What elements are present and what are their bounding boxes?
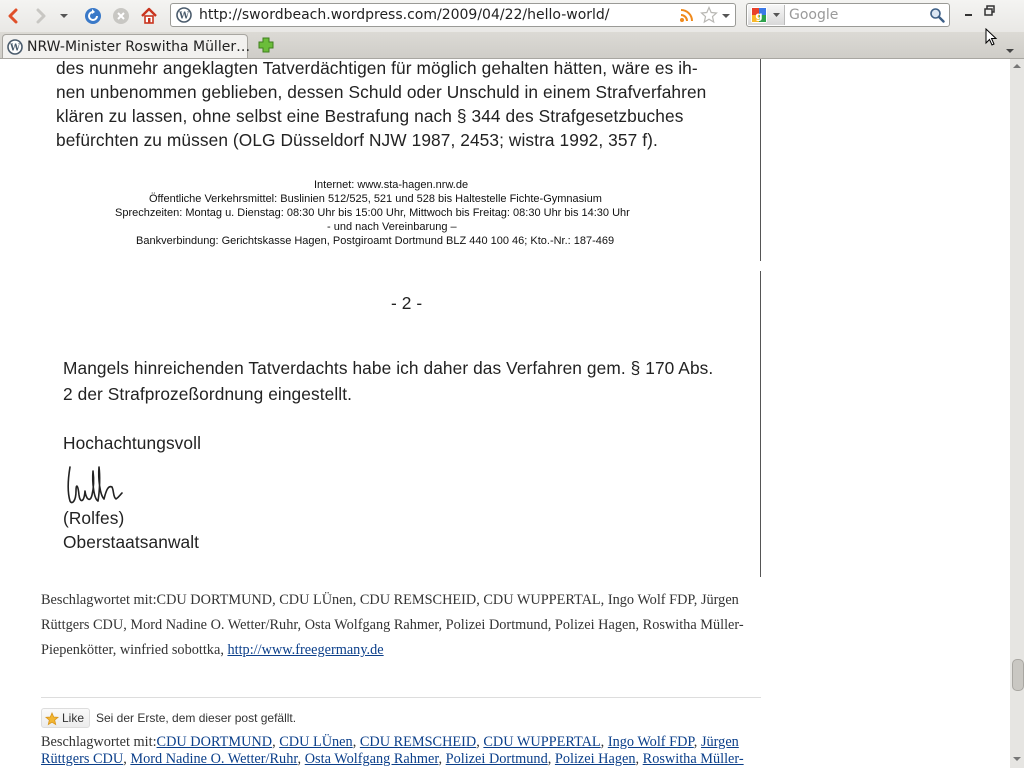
tag-item[interactable]: Polizei Dortmund [445, 617, 548, 633]
letter-footer-line: Sprechzeiten: Montag u. Dienstag: 08:30 Uhr bis 15:00 Uhr, Mittwoch bis Freitag: 08:30 Uhr bis 14:30 Uhr [115, 207, 630, 219]
tag-link[interactable]: Osta Wolfgang Rahmer [304, 751, 439, 767]
star-icon[interactable] [700, 6, 718, 24]
minimize-button[interactable] [962, 4, 976, 20]
tab-active[interactable] [2, 34, 251, 58]
like-button-label: Like [62, 711, 85, 725]
letter-footer-line: Bankverbindung: Gerichtskasse Hagen, Postgiroamt Dortmund BLZ 440 100 46; Kto.-Nr.: 187-469 [136, 235, 615, 247]
wordpress-favicon-icon [7, 39, 23, 55]
tag-link[interactable]: CDU WUPPERTAL [483, 734, 601, 750]
tag-item[interactable]: Jürgen Rüttgers CDU [41, 592, 739, 633]
url-bar[interactable] [170, 3, 736, 27]
letter-line: Mangels hinreichenden Tatverdachts habe ich daher das Verfahren gem. § 170 Abs. [63, 358, 714, 378]
browser-toolbar [0, 0, 1024, 32]
tab-bar [0, 32, 1024, 59]
tag-link[interactable]: Ingo Wolf FDP [607, 734, 694, 750]
tag-link[interactable]: CDU REMSCHEID [359, 734, 477, 750]
tag-link[interactable]: CDU LÜnen [279, 734, 353, 750]
letter-line: nen unbenommen geblieben, dessen Schuld oder Unschuld in einem Strafverfahren [56, 82, 707, 102]
letter-page-number: - 2 - [391, 293, 423, 313]
tag-item[interactable]: winfried sobottka [119, 642, 221, 658]
letter-line: des nunmehr angeklagten Tatverdächtigen für möglich gehalten hätten, wäre es ih- [56, 59, 698, 78]
forward-arrow-icon [33, 8, 49, 24]
svg-text:g: g [755, 11, 763, 22]
letter-closing: Hochachtungsvoll [63, 433, 202, 453]
restore-button[interactable] [983, 4, 997, 20]
wordpress-favicon-icon [176, 7, 192, 23]
scan-edge-line [760, 271, 761, 577]
history-dropdown-icon [59, 12, 69, 20]
stop-icon [112, 7, 130, 25]
reload-button[interactable] [82, 5, 104, 27]
restore-icon [983, 4, 997, 20]
scroll-down-arrow-icon[interactable] [1012, 755, 1022, 763]
search-engine-selector[interactable] [748, 5, 785, 25]
letter-line: klären zu lassen, ohne selbst eine Bestrafung nach § 344 des Strafgesetzbuches [56, 106, 684, 126]
tag-item[interactable]: Mord Nadine O. Wetter/Ruhr [130, 617, 298, 633]
tab-list-dropdown-icon [1004, 47, 1016, 55]
url-dropdown-icon[interactable] [721, 12, 731, 20]
scanned-letter-image [40, 59, 762, 577]
letter-footer-line: Internet: www.sta-hagen.nrw.de [314, 179, 469, 191]
tag-link[interactable]: Polizei Hagen [554, 751, 636, 767]
stop-button[interactable] [110, 5, 132, 27]
tag-link[interactable]: Polizei Dortmund [445, 751, 548, 767]
tag-item[interactable]: Osta Wolfgang Rahmer [304, 617, 439, 633]
letter-footer-line: - und nach Vereinbarung – [327, 221, 457, 233]
scrollbar-thumb[interactable] [1012, 659, 1024, 691]
scan-edge-line [760, 59, 761, 261]
mouse-cursor-icon [985, 28, 999, 48]
post-tags: Beschlagwortet mit:CDU DORTMUND, CDU LÜnen, CDU REMSCHEID, CDU WUPPERTAL, Ingo Wolf FDP, Jürgen Rüttgers CDU, Mord Nadine O. Wetter/Ruhr, Osta Wolfgang Rahmer, Polizei Dortmund, Polizei Hagen, Roswitha Müller-Piepenkötter, winfried sobottka, http://www.freegermany.de [41, 592, 744, 658]
page-content [0, 59, 1010, 768]
tag-item[interactable]: Ingo Wolf FDP [607, 592, 694, 608]
tags-prefix: Beschlagwortet mit: [41, 592, 157, 608]
tab-title: NRW-Minister Roswitha Müller… [27, 39, 251, 55]
letter-signer-name: (Rolfes) [63, 508, 125, 528]
url-text: http://swordbeach.wordpress.com/2009/04/22/hello-world/ [199, 7, 610, 23]
tag-link[interactable]: Roswitha Müller- [642, 751, 744, 767]
back-button[interactable] [2, 5, 24, 27]
letter-signer-title: Oberstaatsanwalt [63, 532, 200, 552]
like-button[interactable] [41, 708, 90, 728]
new-tab-button[interactable] [256, 35, 276, 55]
search-placeholder: Google [789, 7, 839, 23]
letter-footer-line: Öffentliche Verkehrsmittel: Buslinien 512/525, 521 und 528 bis Haltestelle Fichte-Gymnasium [149, 193, 602, 205]
post-tags-linked: Beschlagwortet mit:CDU DORTMUND, CDU LÜnen, CDU REMSCHEID, CDU WUPPERTAL, Ingo Wolf FDP, Jürgen Rüttgers CDU, Mord Nadine O. Wetter/Ruhr, Osta Wolfgang Rahmer, Polizei Dortmund, Polizei Hagen, Roswitha Müller- [41, 734, 744, 767]
tag-item[interactable]: Polizei Hagen [554, 617, 636, 633]
tag-link[interactable]: Jürgen Rüttgers CDU [41, 734, 739, 767]
new-tab-plus-icon [256, 35, 276, 55]
tag-item[interactable]: CDU WUPPERTAL [483, 592, 601, 608]
scroll-up-arrow-icon[interactable] [1012, 62, 1022, 70]
freegermany-link[interactable]: http://www.freegermany.de [227, 642, 384, 658]
like-status-text: Sei der Erste, dem dieser post gefällt. [96, 711, 297, 725]
tab-list-button[interactable] [1004, 40, 1018, 52]
tag-link[interactable]: Mord Nadine O. Wetter/Ruhr [130, 751, 298, 767]
home-button[interactable] [138, 5, 160, 27]
tags-prefix: Beschlagwortet mit: [41, 734, 157, 750]
tag-item[interactable]: CDU LÜnen [279, 592, 353, 608]
rss-icon[interactable] [679, 7, 695, 23]
svg-text:W: W [9, 43, 21, 54]
letter-line: befürchten zu müssen (OLG Düsseldorf NJW 1987, 2453; wistra 1992, 357 f). [56, 130, 658, 150]
tag-item[interactable]: CDU REMSCHEID [359, 592, 477, 608]
forward-button[interactable] [30, 5, 52, 27]
like-star-icon [45, 712, 59, 726]
reload-icon [84, 7, 102, 25]
search-magnifier-icon[interactable] [929, 7, 945, 23]
back-arrow-icon [5, 8, 21, 24]
search-box[interactable] [746, 3, 950, 27]
handwritten-signature [64, 461, 128, 507]
home-icon [140, 7, 158, 25]
google-icon [751, 7, 767, 23]
letter-line: 2 der Strafprozeßordnung eingestellt. [63, 384, 353, 404]
section-divider [41, 697, 761, 698]
tag-item[interactable]: Roswitha Müller-Piepenkötter [41, 617, 744, 658]
svg-text:W: W [178, 11, 190, 22]
tag-item[interactable]: CDU DORTMUND [156, 592, 273, 608]
tag-link[interactable]: CDU DORTMUND [156, 734, 273, 750]
chevron-down-icon [772, 12, 781, 19]
vertical-scrollbar[interactable] [1010, 59, 1024, 768]
minimize-icon [962, 4, 976, 20]
history-dropdown[interactable] [57, 5, 71, 27]
